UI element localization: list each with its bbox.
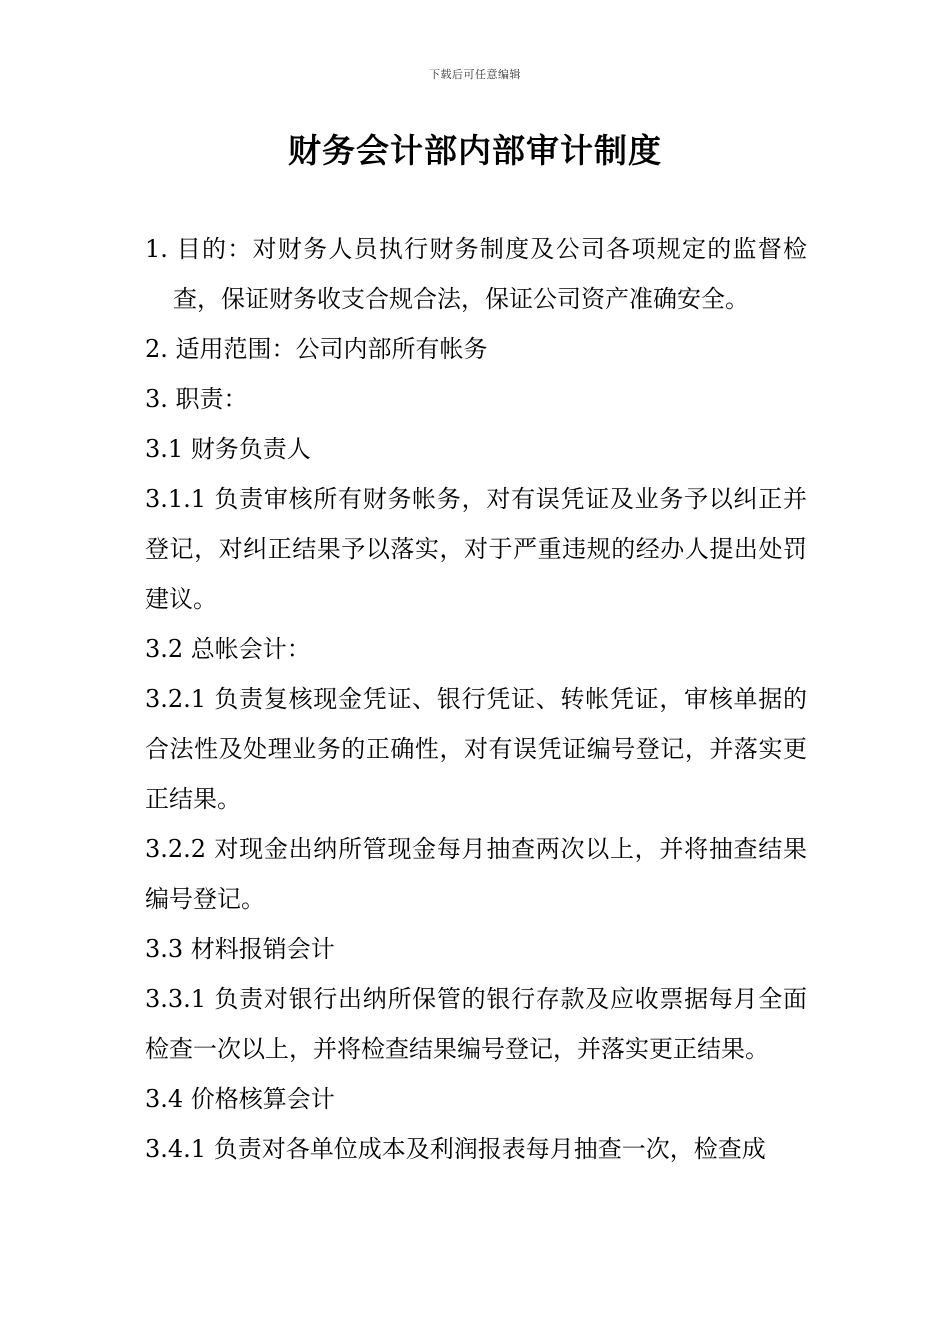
section-heading-material-reimbursement: 3.3 材料报销会计 bbox=[145, 935, 335, 963]
header-note: 下载后可任意编辑 bbox=[429, 68, 521, 81]
section-heading-finance-head: 3.1 财务负责人 bbox=[145, 435, 311, 463]
paragraph-3-2-2: 3.2.2 对现金出纳所管现金每月抽查两次以上，并将抽查结果编号登记。 bbox=[145, 835, 807, 913]
document-body bbox=[145, 224, 807, 1174]
paragraph-duties: 3. 职责： bbox=[145, 385, 248, 413]
paragraph-3-4-1: 3.4.1 负责对各单位成本及利润报表每月抽查一次，检查成 bbox=[145, 1135, 766, 1163]
paragraph-3-2-1: 3.2.1 负责复核现金凭证、银行凭证、转帐凭证，审核单据的合法性及处理业务的正确性，对有误凭证编号登记，并落实更正结果。 bbox=[145, 685, 807, 813]
paragraph-scope: 2. 适用范围：公司内部所有帐务 bbox=[145, 335, 488, 363]
document-title: 财务会计部内部审计制度 bbox=[288, 131, 662, 170]
section-heading-price-accounting: 3.4 价格核算会计 bbox=[145, 1085, 335, 1113]
section-heading-general-ledger: 3.2 总帐会计： bbox=[145, 635, 311, 663]
paragraph-3-3-1: 3.3.1 负责对银行出纳所保管的银行存款及应收票据每月全面检查一次以上，并将检查结果编号登记，并落实更正结果。 bbox=[145, 985, 807, 1063]
paragraph-3-1-1: 3.1.1 负责审核所有财务帐务，对有误凭证及业务予以纠正并登记，对纠正结果予以落实，对于严重违规的经办人提出处罚建议。 bbox=[145, 485, 807, 613]
paragraph-purpose: 1. 目的：对财务人员执行财务制度及公司各项规定的监督检查，保证财务收支合规合法，保证公司资产准确安全。 bbox=[145, 235, 807, 313]
